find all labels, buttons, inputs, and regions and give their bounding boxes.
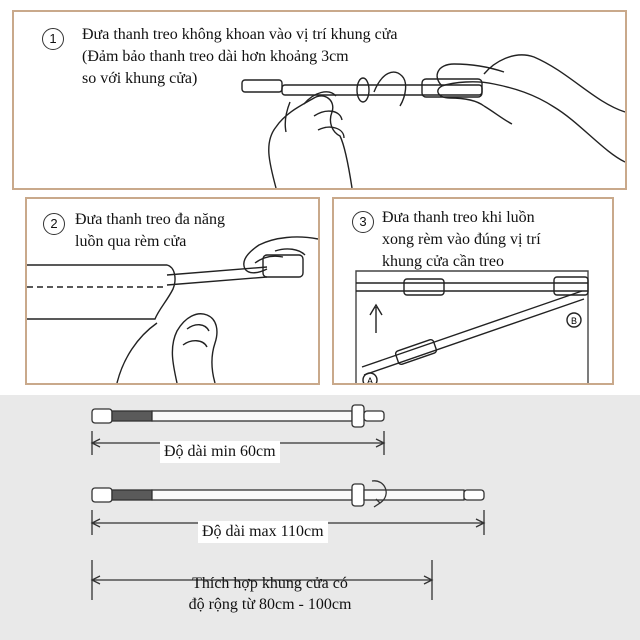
rod-max-icon <box>92 484 484 506</box>
marker-b-label: B <box>570 316 578 326</box>
marker-a-label: A <box>366 376 374 383</box>
step-2-line-1: Đưa thanh treo đa năng <box>75 211 225 228</box>
step-3-number: 3 <box>352 211 374 233</box>
step-1-panel <box>12 10 627 190</box>
hand-icon <box>438 82 625 162</box>
step-1-illustration <box>14 12 625 188</box>
step-2-illustration <box>27 199 318 383</box>
rod-min-icon <box>92 405 384 427</box>
step-1-line-2: (Đảm bảo thanh treo dài hơn khoảng 3cm <box>82 48 349 65</box>
step-2-panel <box>25 197 320 385</box>
step-2-line-2: luồn qua rèm cửa <box>75 233 187 250</box>
hand-icon <box>269 96 352 188</box>
hand-icon <box>172 314 217 383</box>
specs-section <box>0 395 640 640</box>
step-3-line-2: xong rèm vào đúng vị trí <box>382 231 541 248</box>
step-1-number: 1 <box>42 28 64 50</box>
step-1-line-3: so với khung cửa) <box>82 70 198 87</box>
fit-range-line-2: độ rộng từ 80cm - 100cm <box>188 596 352 613</box>
step-3-line-3: khung cửa cần treo <box>382 253 504 270</box>
step-3-panel <box>332 197 614 385</box>
arrow-up-icon <box>370 305 382 333</box>
fit-range-line-1: Thích hợp khung cửa có <box>192 575 348 592</box>
step-3-illustration <box>334 199 612 383</box>
step-2-number: 2 <box>43 213 65 235</box>
step-3-line-1: Đưa thanh treo khi luồn <box>382 209 535 226</box>
min-length-label: Độ dài min 60cm <box>160 441 280 463</box>
curtain-icon <box>27 265 175 319</box>
step-1-line-1: Đưa thanh treo không khoan vào vị trí khung cửa <box>82 26 398 43</box>
max-length-label: Độ dài max 110cm <box>198 521 328 543</box>
